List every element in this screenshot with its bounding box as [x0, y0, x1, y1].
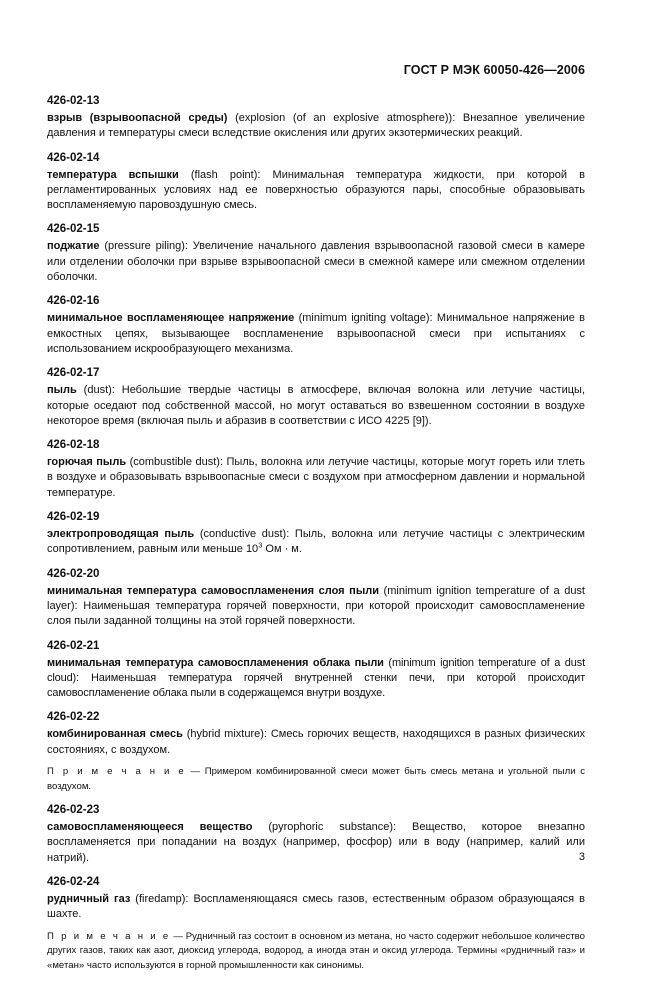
note-label: П р и м е ч а н и е [47, 930, 171, 942]
entry-426-02-15 [47, 222, 585, 285]
entry-definition [47, 239, 585, 285]
entry-number: 426-02-24 [47, 875, 100, 888]
entry-text: (minimum ignition temperature of a dust layer): Наименьшая температура горячей поверхности, при которой происходит самовоспламенение слоя пыли заданной толщины на этой горячей поверхности. [47, 584, 585, 628]
entry-426-02-19 [47, 510, 585, 558]
entry-number: 426-02-14 [47, 151, 100, 164]
entry-definition [47, 727, 585, 758]
entry-term: самовоспламеняющееся вещество [47, 821, 253, 834]
entry-text: (hybrid mixture): Смесь горючих веществ, находящихся в разных физических состояниях, с воздухом. [47, 728, 585, 756]
entry-text-unit: Ом · м. [262, 543, 302, 556]
entry-text: (dust): Небольшие твердые частицы в атмосфере, включая волокна или летучие частицы, которые оседают под собственной массой, но могут оставаться во взвешенном состоянии в воздухе некоторое время (включая пыль и абразив в соответствии с ИСО 4225 [9]). [47, 384, 585, 427]
entry-term: комбинированная смесь [47, 728, 183, 741]
page-number: 3 [578, 851, 585, 863]
entry-number: 426-02-23 [47, 804, 100, 817]
entry-term: электропроводящая пыль [47, 528, 195, 541]
entry-426-02-16 [47, 294, 585, 357]
entry-426-02-22 [47, 710, 585, 794]
entry-text: (firedamp): Воспламеняющаяся смесь газов, естественным образом образующаяся в шахте. [47, 892, 585, 921]
note-text: — Примером комбинированной смеси может быть смесь метана и угольной пыли с воздухом. [47, 766, 585, 792]
note-text: — Рудничный газ состоит в основном из метана, но часто содержит небольшое количество других газов, таких как азот, диоксид углерода, водород, а иногда этан и оксид углерода. Термины «рудничный газ» и «метан» часто используются в горной промышленности как синонимы. [47, 930, 586, 971]
entry-number: 426-02-16 [47, 295, 100, 308]
entry-note [47, 930, 585, 974]
entry-426-02-17 [47, 366, 585, 429]
entry-426-02-18 [47, 438, 585, 501]
entry-definition [47, 527, 585, 558]
entry-number: 426-02-13 [47, 95, 100, 107]
entry-term: пыль [47, 384, 77, 397]
entry-426-02-24 [47, 875, 585, 973]
entry-term: рудничный газ [47, 892, 131, 905]
entry-term: горючая пыль [47, 456, 127, 469]
entry-text: (minimum igniting voltage): Минимальное напряжение в емкостных цепях, вызывающее воспламенение взрывоопасной смеси при испытаниях с использованием искрообразующего механизма. [47, 312, 585, 355]
entry-term: поджатие [47, 240, 100, 253]
entry-number: 426-02-15 [47, 223, 100, 236]
entry-definition [47, 820, 585, 866]
entry-definition [47, 455, 585, 501]
entry-426-02-21 [47, 639, 585, 702]
entry-definition [47, 656, 585, 702]
entry-text: (minimum ignition temperature of a dust cloud): Наименьшая температура горячей внутренней стенки печи, при которой происходит самовоспламенение облака пыли в содержащемся внутри воздухе. [47, 656, 585, 700]
exponent: 3 [258, 540, 263, 550]
entry-number: 426-02-21 [47, 639, 100, 652]
entry-426-02-13 [47, 94, 585, 142]
entry-text: (flash point): Минимальная температура жидкости, при которой в регламентированных условиях над ее поверхностью образуются пары, способные образовывать воспламеняемую паровоздушную смесь. [47, 168, 585, 212]
entry-definition [47, 111, 585, 142]
entry-426-02-23 [47, 803, 585, 866]
note-label: П р и м е ч а н и е [47, 766, 186, 778]
entry-note [47, 765, 585, 794]
entry-text: (pyrophoric substance): Вещество, которое внезапно воспламеняется при попадании на воздух (например, фосфор) или в воду (например, калий или натрий). [47, 821, 585, 864]
entry-number: 426-02-19 [47, 511, 100, 524]
entry-number: 426-02-17 [47, 367, 100, 380]
entry-text: (explosion (of an explosive atmosphere)): Внезапное увеличение давления и температуры смеси вследствие окисления или других экзотермических реакций. [47, 112, 585, 140]
entry-definition [47, 383, 585, 429]
entry-426-02-14 [47, 151, 585, 214]
entry-term: взрыв (взрывоопасной среды) [47, 112, 228, 124]
entry-term: минимальное воспламеняющее напряжение [47, 312, 295, 325]
entry-term: минимальная температура самовоспламенения слоя пыли [47, 584, 379, 597]
entry-text: (conductive dust): Пыль, волокна или летучие частицы с электрическим сопротивлением, равным или меньше 10 [47, 528, 585, 556]
entry-number: 426-02-18 [47, 439, 100, 452]
entry-text: (combustible dust): Пыль, волокна или летучие частицы, которые могут гореть или тлеть в воздухе и образовывать взрывоопасные смеси с воздухом при атмосферном давлении и нормальной температуре. [47, 456, 585, 499]
entry-426-02-20 [47, 567, 585, 630]
entry-number: 426-02-22 [47, 711, 100, 724]
entry-term: минимальная температура самовоспламенения облака пыли [47, 656, 384, 669]
document-code: ГОСТ Р МЭК 60050-426—2006 [403, 63, 585, 77]
entry-definition [47, 892, 585, 923]
entry-number: 426-02-20 [47, 567, 100, 580]
entry-definition [47, 311, 585, 357]
entry-term: температура вспышки [47, 168, 179, 181]
entry-text: (pressure piling): Увеличение начального давления взрывоопасной газовой смеси в камере или отделении оболочки при взрыве взрывоопасной смеси в смежной камере или смежном отделении оболочки. [47, 240, 585, 284]
terms-list [47, 94, 585, 982]
entry-definition [47, 168, 585, 214]
entry-definition [47, 584, 585, 630]
